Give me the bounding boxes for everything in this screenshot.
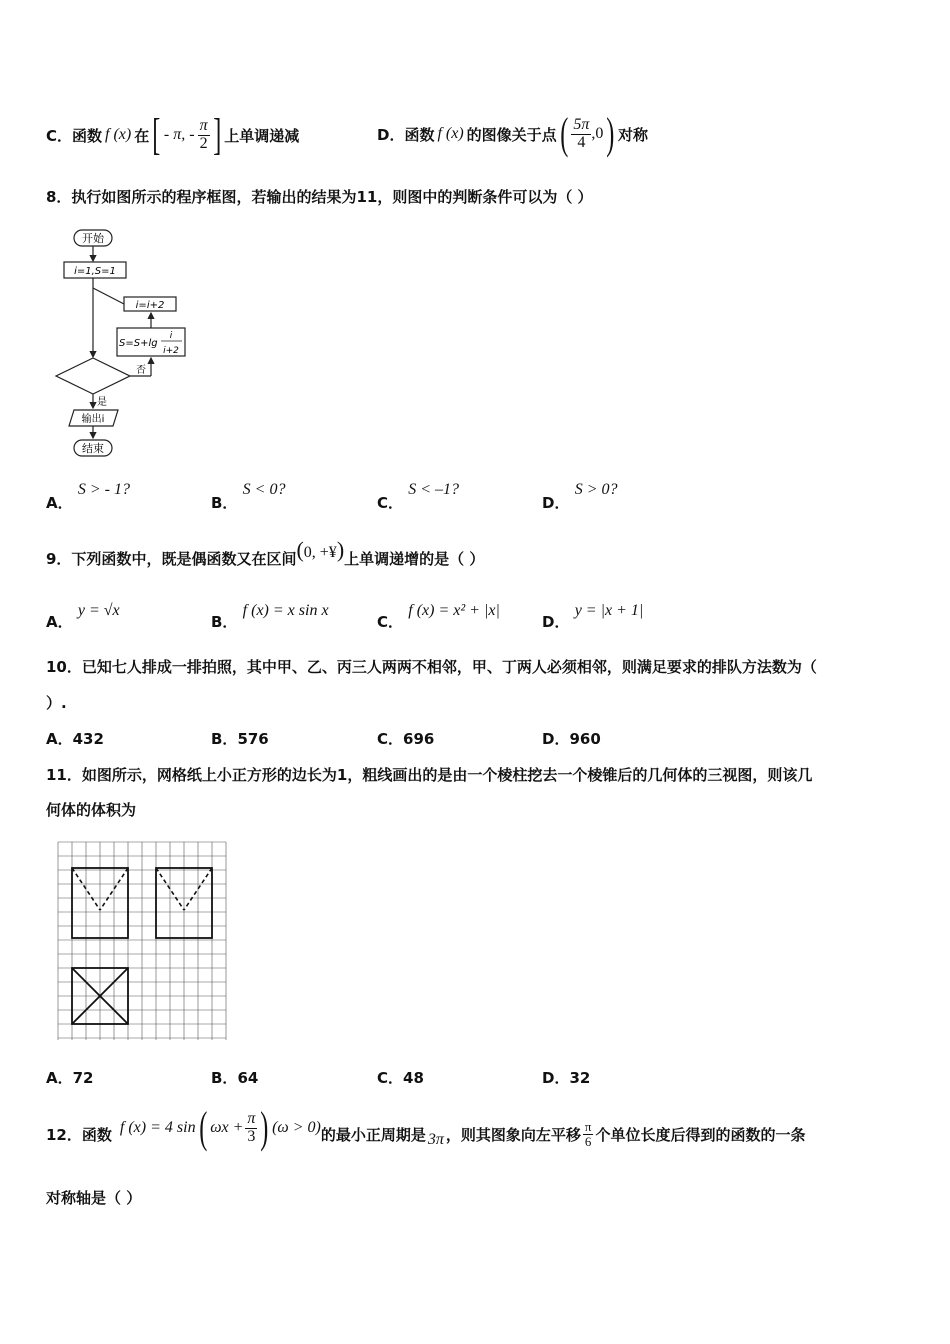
option-label: D．	[542, 494, 570, 512]
q12-text: 函数	[81, 1125, 112, 1144]
q8-option-b[interactable]	[211, 478, 286, 512]
q9-stem	[46, 538, 484, 578]
bracket-right: ]	[212, 110, 221, 159]
option-label: B．	[211, 613, 238, 631]
q10-option-c[interactable]	[377, 728, 434, 749]
paren-right: )	[606, 109, 615, 158]
fraction-denominator: 2	[199, 134, 208, 152]
init-label: i=1,S=1	[74, 266, 116, 277]
paren-left: (	[198, 1103, 207, 1152]
option-label: D．	[377, 125, 405, 144]
q10-option-a[interactable]	[46, 728, 104, 749]
update-i-label: i=i+2	[135, 300, 165, 311]
option-label: C．	[377, 1069, 404, 1087]
interval-text: 0, +¥	[303, 544, 337, 561]
paren-right: )	[260, 1103, 269, 1152]
q11-stem-line1: 11．如图所示，网格纸上小正方形的边长为1，粗线画出的是由一个棱柱挖去一个棱锥后的几何体的三视图，则该几	[46, 766, 813, 784]
q10-option-b[interactable]	[211, 728, 269, 749]
q7-option-c[interactable]	[46, 110, 299, 160]
fraction	[583, 1120, 594, 1148]
option-value: S < –1?	[408, 481, 460, 498]
q11-option-d[interactable]	[542, 1067, 590, 1088]
option-value: 48	[403, 1069, 424, 1087]
end-label: 结束	[82, 442, 104, 455]
q8-stem: 8．执行如图所示的程序框图，若输出的结果为11，则图中的判断条件可以为（ ）	[46, 188, 593, 206]
option-value: S > - 1?	[77, 481, 130, 498]
option-label: D．	[542, 1069, 570, 1087]
no-label: 否	[136, 365, 146, 376]
option-label: C．	[377, 730, 404, 748]
option-label: C．	[377, 494, 404, 512]
option-value: f (x) = x sin x	[242, 602, 329, 619]
option-value: 696	[403, 730, 435, 748]
fraction	[571, 117, 591, 152]
q10-option-d[interactable]	[542, 728, 601, 749]
option-text: 的图像关于点	[466, 125, 557, 144]
start-label: 开始	[82, 232, 104, 245]
q12-func: f (x) = 4 sin	[119, 1119, 196, 1136]
q9-option-c[interactable]	[377, 599, 500, 631]
option-label: C．	[46, 126, 73, 145]
q9-option-b[interactable]	[211, 599, 329, 631]
frac-num-label: i	[169, 331, 173, 341]
function-expr: f (x)	[105, 126, 132, 143]
q12-inner: ωx +	[210, 1119, 244, 1136]
option-text: 函数	[72, 126, 103, 145]
q12-stem	[46, 1104, 805, 1164]
q9-stem-text: 9．下列函数中，既是偶函数又在区间	[46, 549, 297, 568]
fraction-denominator: 4	[577, 133, 586, 151]
fraction	[198, 118, 210, 153]
option-value: y = |x + 1|	[574, 602, 644, 619]
q11-option-b[interactable]	[211, 1067, 258, 1088]
q9-stem-text: 上单调递增的是（ ）	[344, 549, 485, 568]
option-label: B．	[211, 730, 238, 748]
decision-node	[56, 358, 130, 394]
q9-option-d[interactable]	[542, 599, 644, 631]
option-label: B．	[211, 1069, 238, 1087]
q11-stem-line2: 何体的体积为	[46, 801, 137, 819]
fraction-numerator: π	[199, 116, 208, 134]
frac-den-label: i+2	[163, 346, 179, 356]
q11-option-a[interactable]	[46, 1067, 93, 1088]
q9-option-a[interactable]	[46, 599, 120, 631]
option-value: 64	[237, 1069, 259, 1087]
q10-stem-line1: 10．已知七人排成一排拍照，其中甲、乙、丙三人两两不相邻，甲、丁两人必须相邻，则满足要求的排队方法数为（	[46, 658, 817, 676]
option-value: 576	[237, 730, 269, 748]
q8-option-d[interactable]	[542, 478, 618, 512]
option-label: C．	[377, 613, 404, 631]
q8-option-c[interactable]	[377, 478, 460, 512]
option-label: A．	[46, 1069, 73, 1087]
option-label: D．	[542, 730, 570, 748]
option-label: A．	[46, 613, 73, 631]
option-text: 上单调递减	[224, 126, 300, 145]
fraction-numerator: π	[584, 1118, 592, 1134]
option-text: 函数	[404, 125, 435, 144]
function-expr: f (x)	[437, 125, 464, 142]
option-text: 对称	[618, 125, 649, 144]
fraction-denominator: 6	[584, 1133, 592, 1149]
option-label: D．	[542, 613, 570, 631]
option-value: S < 0?	[242, 481, 286, 498]
q11-option-c[interactable]	[377, 1067, 424, 1088]
output-label: 输出i	[81, 414, 105, 425]
fraction-numerator: 5π	[573, 115, 590, 133]
option-label: B．	[211, 494, 238, 512]
option-value: S > 0?	[574, 481, 618, 498]
option-value: f (x) = x² + |x|	[408, 602, 500, 619]
q12-text: 的最小正周期是	[320, 1125, 426, 1144]
option-label: A．	[46, 730, 73, 748]
option-value: 32	[569, 1069, 591, 1087]
update-s-label: S=S+lg	[119, 338, 158, 349]
q12-text: 个单位长度后得到的函数的一条	[595, 1125, 806, 1144]
option-value: y = √x	[77, 602, 120, 619]
q8-option-a[interactable]	[46, 478, 130, 512]
bracket-left: [	[152, 110, 161, 159]
fraction	[245, 1111, 257, 1146]
q12-text: ，则其图象向左平移	[445, 1125, 581, 1144]
option-label: A．	[46, 494, 73, 512]
fraction-numerator: π	[247, 1109, 256, 1127]
q11-three-view-grid	[56, 840, 228, 1042]
option-value: 960	[569, 730, 601, 748]
option-value: 72	[72, 1069, 94, 1087]
q12-period: 3π	[427, 1131, 444, 1148]
q7-option-d[interactable]	[377, 104, 648, 164]
q12-number: 12．	[46, 1125, 82, 1144]
fraction-denominator: 3	[247, 1127, 256, 1145]
interval-left: - π, -	[163, 126, 195, 143]
point-rest: ,0	[591, 125, 604, 142]
yes-label: 是	[97, 397, 107, 408]
option-text: 在	[134, 126, 150, 145]
q8-flowchart	[40, 222, 200, 462]
q9-interval: (0, +¥)	[296, 537, 345, 562]
paren-left: (	[559, 109, 569, 158]
q12-cond: (ω > 0)	[272, 1119, 321, 1136]
option-value: 432	[72, 730, 104, 748]
q12-stem-line2: 对称轴是（ ）	[46, 1189, 142, 1207]
q10-stem-line2: ）.	[46, 694, 67, 712]
